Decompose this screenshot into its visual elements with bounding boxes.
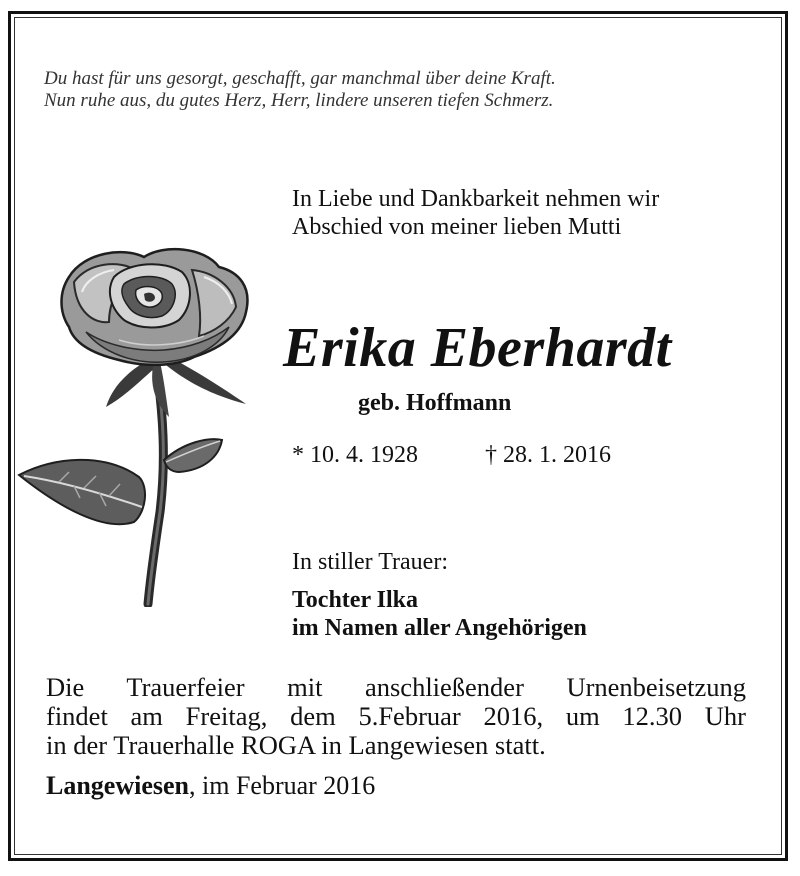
mourner-line-2: im Namen aller Angehörigen xyxy=(292,615,587,641)
intro-text xyxy=(292,185,659,241)
motto-line-2: Nun ruhe aus, du gutes Herz, Herr, lindere unseren tiefen Schmerz. xyxy=(44,90,554,111)
intro-line-2: Abschied von meiner lieben Mutti xyxy=(292,214,622,240)
mourner-line-1: Tochter Ilka xyxy=(292,587,419,613)
ceremony-notice xyxy=(46,673,746,760)
mourning-heading: In stiller Trauer: xyxy=(292,549,448,575)
ceremony-line-3: in der Trauerhalle ROGA in Langewiesen statt. xyxy=(46,730,546,760)
birth-date: * 10. 4. 1928 xyxy=(292,442,418,468)
death-date: † 28. 1. 2016 xyxy=(485,442,611,468)
motto-verse xyxy=(44,68,744,112)
maiden-name: geb. Hoffmann xyxy=(358,390,512,416)
place-date: , im Februar 2016 xyxy=(189,771,376,800)
place-date-line xyxy=(46,771,375,801)
ceremony-line-2: findet am Freitag, dem 5.Februar 2016, um 12.30 Uhr xyxy=(46,701,746,731)
intro-line-1: In Liebe und Dankbarkeit nehmen wir xyxy=(292,186,660,212)
motto-line-1: Du hast für uns gesorgt, geschafft, gar manchmal über deine Kraft. xyxy=(44,68,556,89)
ceremony-line-1: Die Trauerfeier mit anschließender Urnenbeisetzung xyxy=(46,672,746,702)
place-city: Langewiesen xyxy=(46,771,189,800)
rose-icon xyxy=(14,232,264,607)
deceased-name: Erika Eberhardt xyxy=(283,317,672,379)
mourners-list xyxy=(292,586,587,642)
